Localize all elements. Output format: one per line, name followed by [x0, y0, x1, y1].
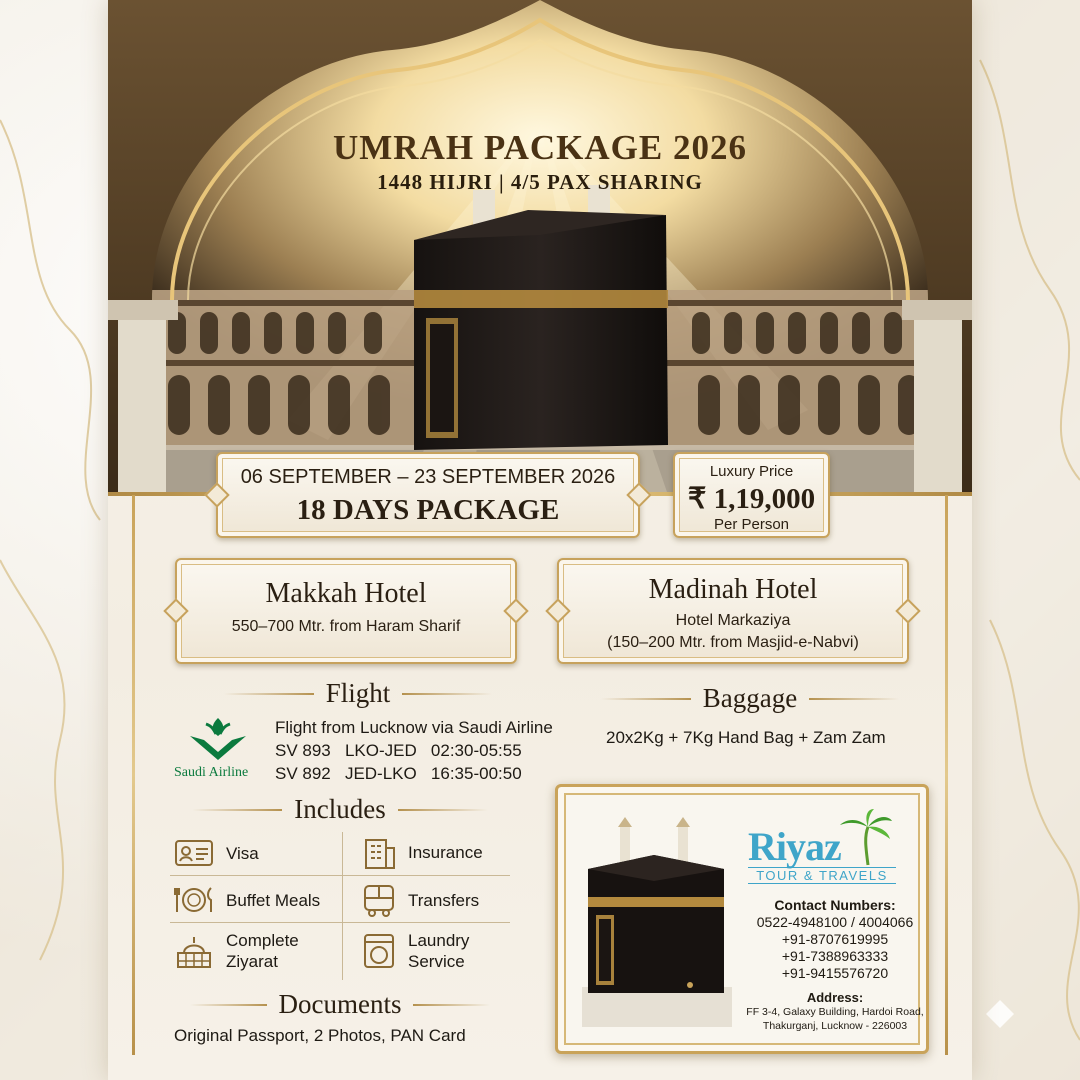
include-complete-ziyarat [174, 930, 299, 972]
madinah-hotel-property: Hotel Markaziya [675, 612, 791, 629]
include-label: Transfers [408, 890, 480, 910]
include-visa [174, 838, 259, 868]
includes-divider-row2 [170, 922, 510, 923]
package-title: UMRAH PACKAGE 2026 [333, 128, 747, 167]
include-insurance [362, 834, 483, 870]
baggage-heading: Baggage [600, 683, 900, 714]
price-unit: Per Person [713, 516, 790, 533]
bus-icon [362, 882, 396, 918]
brand-subtitle: TOUR & TRAVELS [748, 867, 896, 884]
include-label: Complete Ziyarat [226, 931, 299, 971]
makkah-hotel-name: Makkah Hotel [265, 578, 427, 609]
contact-number: 0522-4948100 / 4004066 [756, 914, 914, 930]
address-line: Thakurganj, Lucknow - 226003 [762, 1020, 908, 1032]
mosque-icon [174, 931, 214, 971]
package-subtitle: 1448 HIJRI | 4/5 PAX SHARING [377, 170, 703, 194]
flight-leg-1: SV 893 LKO-JED 02:30-05:55 [275, 741, 522, 760]
date-range: 06 SEPTEMBER – 23 SEPTEMBER 2026 [240, 466, 616, 488]
frame-border-right [945, 495, 948, 1055]
price-plaque [673, 452, 830, 538]
makkah-hotel-distance: 550–700 Mtr. from Haram Sharif [231, 618, 461, 635]
palm-tree-icon [838, 809, 894, 867]
include-label: Insurance [408, 842, 483, 862]
plate-cutlery-icon [174, 884, 214, 916]
washing-machine-icon [362, 932, 396, 970]
include-label: Laundry Service [408, 931, 470, 971]
package-duration: 18 DAYS PACKAGE [296, 494, 560, 526]
contact-number: +91-8707619995 [781, 931, 889, 947]
documents-list: Original Passport, 2 Photos, PAN Card [174, 1026, 466, 1045]
includes-divider-vertical [342, 832, 343, 980]
contact-numbers-label: Contact Numbers: [774, 897, 896, 913]
madinah-hotel-name: Madinah Hotel [648, 574, 818, 605]
address-label: Address: [806, 990, 864, 1005]
contact-card [555, 784, 929, 1054]
saudi-airline-logo-icon [182, 714, 254, 766]
flight-route: Flight from Lucknow via Saudi Airline [275, 718, 553, 737]
include-label: Visa [226, 843, 259, 863]
brand-logo: Riyaz [748, 824, 841, 869]
includes-divider-row1 [170, 875, 510, 876]
flight-heading: Flight [208, 678, 508, 709]
flight-leg-2: SV 892 JED-LKO 16:35-00:50 [275, 764, 522, 783]
documents-heading: Documents [190, 989, 490, 1020]
makkah-hotel-plaque [175, 558, 517, 664]
price-label: Luxury Price [709, 463, 794, 480]
kaaba-image [582, 817, 732, 1027]
address-line: FF 3-4, Galaxy Building, Hardoi Road, [746, 1006, 924, 1018]
contact-number: +91-7388963333 [781, 948, 889, 964]
madinah-hotel-distance: (150–200 Mtr. from Masjid-e-Nabvi) [607, 634, 859, 651]
dates-plaque [216, 452, 640, 538]
frame-border-left [132, 495, 135, 1055]
include-label: Buffet Meals [226, 890, 321, 910]
include-laundry-service [362, 930, 469, 972]
include-buffet-meals [174, 884, 320, 916]
include-transfers [362, 882, 479, 918]
contact-number: +91-9415576720 [781, 965, 889, 981]
madinah-hotel-plaque [557, 558, 909, 664]
hero-image [108, 0, 972, 495]
id-card-icon [174, 838, 214, 868]
baggage-allowance: 20x2Kg + 7Kg Hand Bag + Zam Zam [606, 728, 886, 747]
price-amount: ₹ 1,19,000 [687, 483, 816, 515]
building-icon [362, 834, 396, 870]
includes-heading: Includes [190, 794, 490, 825]
airline-logo-text: Saudi Airline [174, 765, 249, 780]
